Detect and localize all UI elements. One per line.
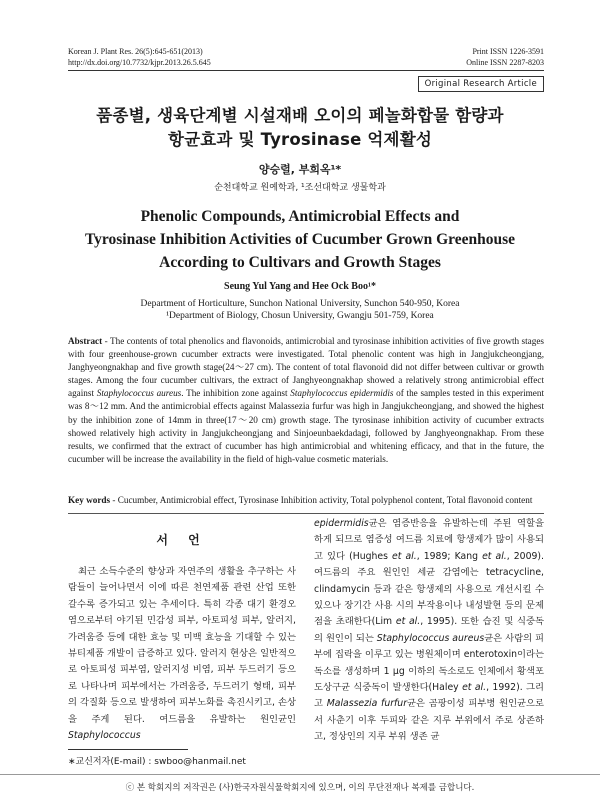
keywords-text: - Cucumber, Antimicrobial effect, Tyrosinase Inhibition activity, Total polyphenol content, Total flavonoid content (110, 495, 533, 505)
paragraph-text: , 1995). 또한 습진 및 식중독의 원인이 되는 (314, 616, 544, 644)
issn-block (466, 46, 544, 68)
species-name: Staphylococcus aureus (376, 632, 485, 644)
korean-title-line: 품종별, 생육단계별 시설재배 오이의 페놀화합물 함량과 (96, 106, 504, 125)
paragraph-text: 최근 소득수준의 향상과 자연주의 생활을 추구하는 사람들이 늘어나면서 이에 따른 천연제품 관련 산업 또한 갈수록 증가되고 있는 추세이다. 특히 각종 대기 환경오염으로부터 야기된 민감성 피부, 아토피성 피부, 알러지, 가려움증 등에 대한 효능 및 미백 효능을 기대할 수 있는 뷰티제품 개발이 급증하고 있다. 알러지 현상은 일반적으로 아토피성 피부염, 알러지성 비염, 피부 두드러기 등으로 나타나며 피부에서는 가려움증, 두드러기 형태, 피부의 각질화 등으로 발생하여 피부노화를 촉진시키고, 손상을 주게 된다. 여드름을 유발하는 원인균인 (68, 566, 296, 725)
print-issn: Print ISSN 1226-3591 (472, 47, 544, 56)
abstract (68, 335, 544, 466)
keywords (68, 494, 544, 507)
abstract-label: Abstract (68, 336, 103, 346)
paragraph-text: 균은 염증반응을 유발하는데 주된 역할을 하게 되므로 염증성 여드름 치료에 항생제가 많이 사용되고 있다 (Hughes (314, 518, 544, 562)
header-divider (68, 70, 544, 71)
left-column (68, 531, 296, 744)
section-heading: 서 언 (156, 533, 208, 547)
journal-citation (68, 46, 211, 68)
keywords-divider (68, 513, 544, 514)
paragraph-text: 균은 곰팡이성 피부병 원인균으로서 사춘기 이후 두피와 같은 지루 부위에서 주로 상존하고, 정상인의 지루 부위 생존 균 (314, 698, 545, 743)
copyright-notice: ⓒ 본 학회지의 저작권은 (사)한국자원식물학회지에 있으며, 이의 무단전재나 복제를 금합니다. (125, 783, 475, 793)
species-name: Staphylococcus epidermidis (290, 388, 394, 399)
citation-etal: et al. (395, 616, 421, 628)
citation-etal: et al. (392, 550, 417, 562)
citation-etal: et al. (462, 682, 487, 694)
affiliation-line: ¹Department of Biology, Chosun University, Gwangju 501-759, Korea (166, 311, 434, 321)
species-name: Malassezia furfur (326, 698, 408, 710)
korean-affiliation: 순천대학교 원예학과, ¹조선대학교 생물학과 (214, 183, 386, 193)
corresponding-author-footnote: ∗교신저자(E-mail) : swboo@hanmail.net (68, 757, 246, 767)
footnote-divider (68, 749, 188, 750)
species-name: Staphylococcus aureus (96, 388, 182, 399)
english-affiliations (0, 298, 600, 322)
abstract-text: . The inhibition zone against (181, 388, 291, 399)
english-title (60, 205, 540, 274)
affiliation-line: Department of Horticulture, Sunchon National University, Sunchon 540-950, Korea (140, 299, 460, 309)
korean-title-line: 항균효과 및 Tyrosinase 억제활성 (168, 130, 432, 149)
paragraph-text: , 1989; Kang (416, 550, 483, 562)
intro-paragraph (68, 564, 296, 744)
citation-etal: et al. (482, 550, 507, 562)
species-name: epidermidis (314, 518, 369, 529)
intro-paragraph-continued (314, 516, 544, 746)
abstract-text: of the samples tested in this experiment was 8～12 mm. And the antimicrobial effects against Malassezia furfur was high in Jangjukcheongjang, and showed the highest by the inhibition zone of 14mm in three(17～20 cm) growth stage. The tyrosinase inhibition activity of cucumber extracts showed relatively high activity in Jangjukcheongjang and Sinjoeunbaekdadagi, followed by Janghyeongnakhap. From these results, we confirmed that the extract of cucumber has high antimicrobial and whitening efficacy, and that in the future, the cucumber will be increase the availability in the field of high-value cosmetic materials. (68, 388, 545, 464)
paragraph-text: , 2009). 여드름의 주요 원인인 세균 감염에는 tetracycline, clindamycin 등과 같은 항생제의 사용으로 개선시킬 수 있으나 장기간 사용 시의 부작용이나 내성발현 등의 문제점을 초래한다(Lim (314, 550, 544, 628)
keywords-label: Key words (68, 495, 111, 505)
online-issn: Online ISSN 2287-8203 (466, 58, 544, 67)
right-column (314, 516, 544, 746)
english-title-line: Tyrosinase Inhibition Activities of Cucumber Grown Greenhouse (84, 231, 516, 248)
abstract-text: - The contents of total phenolics and flavonoids, antimicrobial and tyrosinase inhibition activities of five growth stages with four greenhouse-grown cucumber extracts were investigated. Total phenolic content was high in Jangjukcheongjang, Janghyeongnakhap and five growth stage(24～27 cm). The content of total flavonoid did not differ between cultivar or growth stages. Among the four cucumber cultivars, the extract of Janghyeongnakhap showed a relatively strong antimicrobial effect against (68, 336, 544, 399)
article-type-badge: Original Research Article (418, 76, 544, 92)
english-title-line: According to Cultivars and Growth Stages (159, 254, 441, 271)
korean-title (60, 104, 540, 152)
paragraph-text: 균은 사람의 피부에 집락을 이루고 있는 병원체이며 enterotoxin이라는 독소를 생성하며 1 μg 이하의 독소로도 인체에서 황색포도상구균 식중독이 발생한다(Haley (314, 632, 544, 694)
korean-authors: 양승렬, 부희옥¹* (258, 163, 342, 176)
english-authors: Seung Yul Yang and Hee Ock Boo¹* (224, 281, 376, 292)
doi-link[interactable]: http://dx.doi.org/10.7732/kjpr.2013.26.5.645 (68, 58, 211, 67)
journal-line: Korean J. Plant Res. 26(5):645-651(2013) (68, 47, 203, 56)
species-name: Staphylococcus (68, 730, 141, 742)
paragraph-text: , 1992). 그리고 (314, 682, 544, 710)
footer-divider (0, 774, 600, 775)
english-title-line: Phenolic Compounds, Antimicrobial Effects and (140, 208, 460, 225)
